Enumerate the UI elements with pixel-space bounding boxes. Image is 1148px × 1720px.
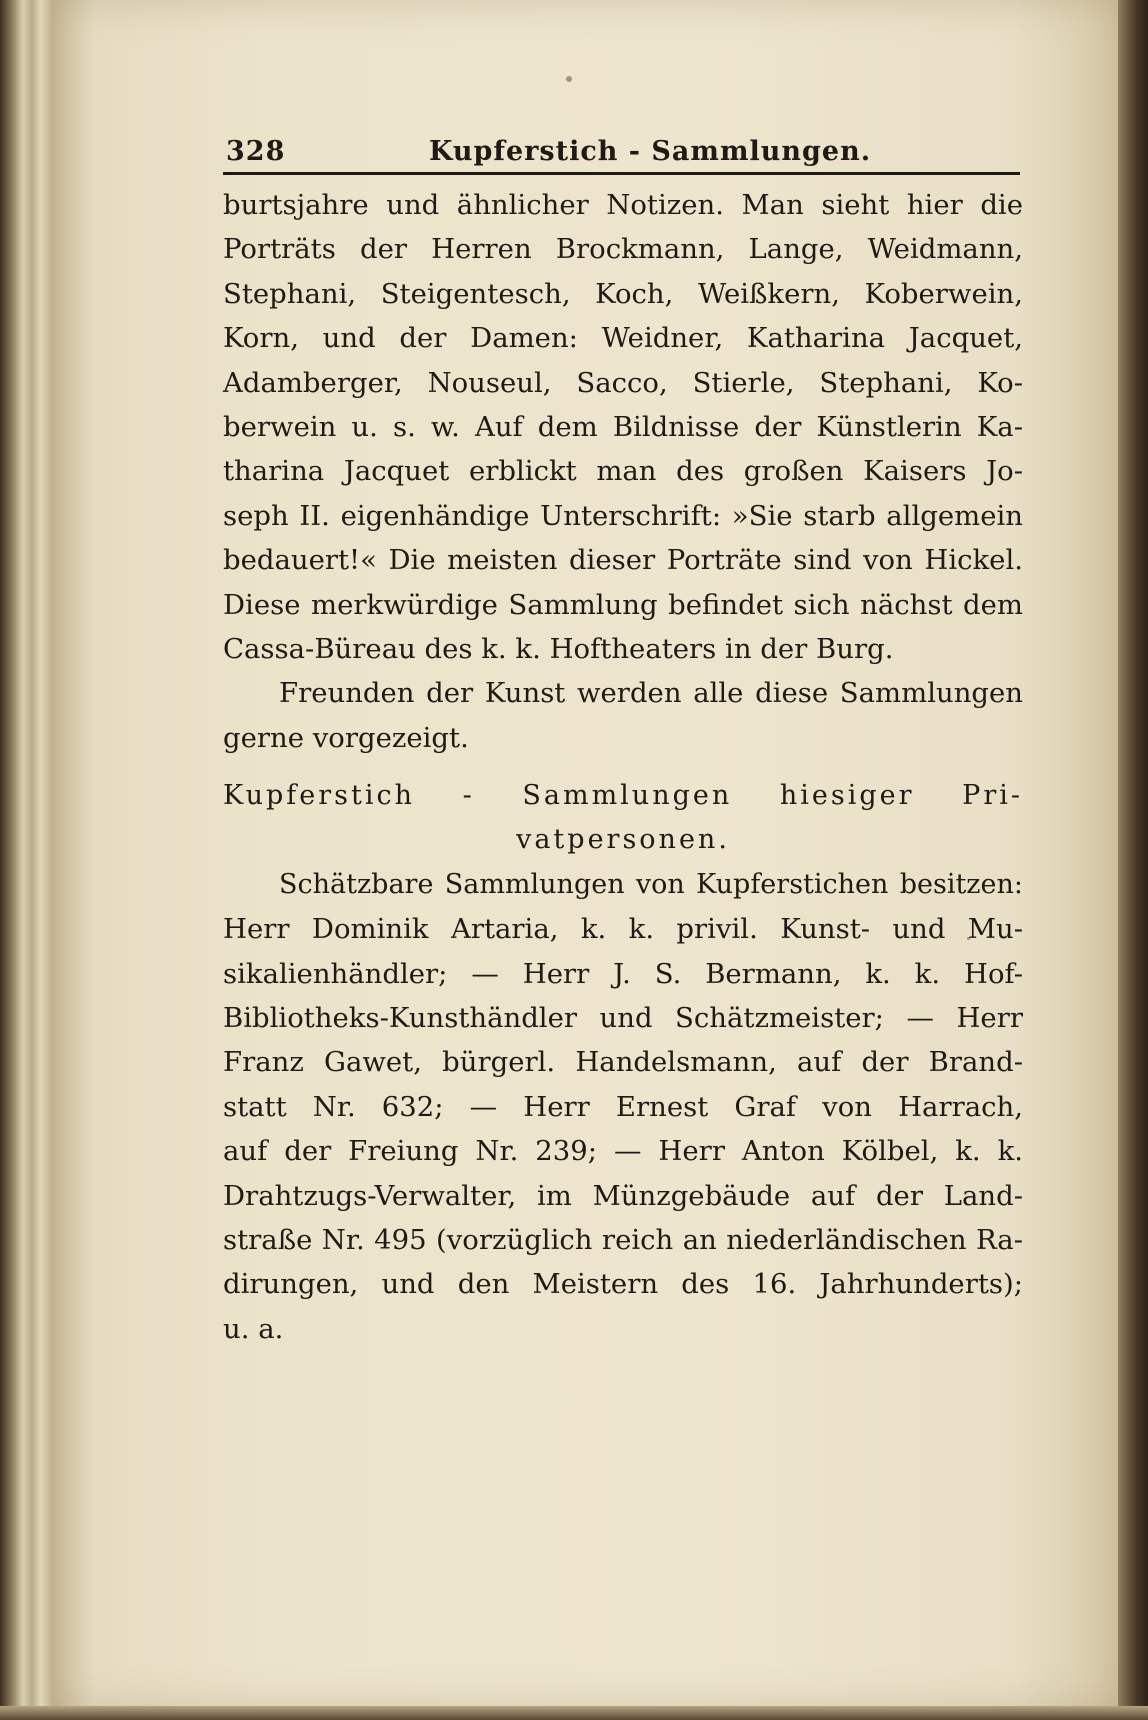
text-line: Herr Dominik Artaria, k. k. privil. Kunst- und Mu- <box>223 913 1023 946</box>
text-line: Bibliotheks-Kunsthändler und Schätzmeister; — Herr <box>223 1002 1023 1035</box>
section-heading <box>223 774 1023 863</box>
text-line: straße Nr. 495 (vorzüglich reich an niederländischen Ra- <box>223 1223 1023 1256</box>
page-number: 328 <box>226 136 286 167</box>
text-line: Korn, und der Damen: Weidner, Katharina Jacquet, <box>223 322 1023 355</box>
heading-line: Kupferstich - Sammlungen hiesiger Pri- <box>223 780 1023 812</box>
text-line: Cassa-Büreau des k. k. Hoftheaters in der Burg. <box>223 632 894 665</box>
text-line: auf der Freiung Nr. 239; — Herr Anton Kölbel, k. k. <box>223 1135 1023 1168</box>
text-line: u. a. <box>223 1312 284 1345</box>
text-line: Freunden der Kunst werden alle diese Sammlungen <box>279 677 1023 710</box>
section-gap <box>223 760 1023 774</box>
text-line: burtsjahre und ähnlicher Notizen. Man sieht hier die <box>223 189 1023 221</box>
text-line: berwein u. s. w. Auf dem Bildnisse der Künstlerin Ka- <box>223 410 1023 443</box>
paragraph-2 <box>223 671 1023 760</box>
book-spine-edge <box>0 0 58 1720</box>
bottom-page-edge <box>0 1706 1148 1720</box>
running-title: Kupferstich - Sammlungen. <box>429 136 872 167</box>
page-text <box>223 136 1023 1351</box>
text-line: Porträts der Herren Brockmann, Lange, Weidmann, <box>223 233 1023 266</box>
paragraph-3 <box>223 863 1023 1351</box>
paragraph-1 <box>223 183 1023 671</box>
right-page-edge <box>1118 0 1148 1720</box>
text-line: dirungen, und den Meistern des 16. Jahrhunderts); <box>223 1268 1023 1301</box>
text-line: Adamberger, Nouseul, Sacco, Stierle, Stephani, Ko- <box>223 366 1023 399</box>
running-head <box>223 136 1023 172</box>
text-line: Stephani, Steigentesch, Koch, Weißkern, Koberwein, <box>223 277 1023 310</box>
header-rule <box>223 172 1020 175</box>
text-line: bedauert!« Die meisten dieser Porträte sind von Hickel. <box>223 544 1023 577</box>
text-line: seph II. eigenhändige Unterschrift: »Sie starb allgemein <box>223 499 1023 532</box>
text-line: tharina Jacquet erblickt man des großen Kaisers Jo- <box>223 455 1023 488</box>
text-line: Schätzbare Sammlungen von Kupferstichen besitzen: <box>279 868 1023 900</box>
text-line: statt Nr. 632; — Herr Ernest Graf von Harrach, <box>223 1090 1023 1123</box>
text-line: gerne vorgezeigt. <box>223 721 469 754</box>
ink-spot <box>566 76 572 82</box>
text-line: Diese merkwürdige Sammlung befindet sich nächst dem <box>223 588 1023 621</box>
text-line: Franz Gawet, bürgerl. Handelsmann, auf der Brand- <box>223 1046 1023 1079</box>
heading-line: vatpersonen. <box>516 824 730 856</box>
text-line: Drahtzugs-Verwalter, im Münzgebäude auf der Land- <box>223 1179 1023 1212</box>
text-line: sikalienhändler; — Herr J. S. Bermann, k. k. Hof- <box>223 957 1023 990</box>
